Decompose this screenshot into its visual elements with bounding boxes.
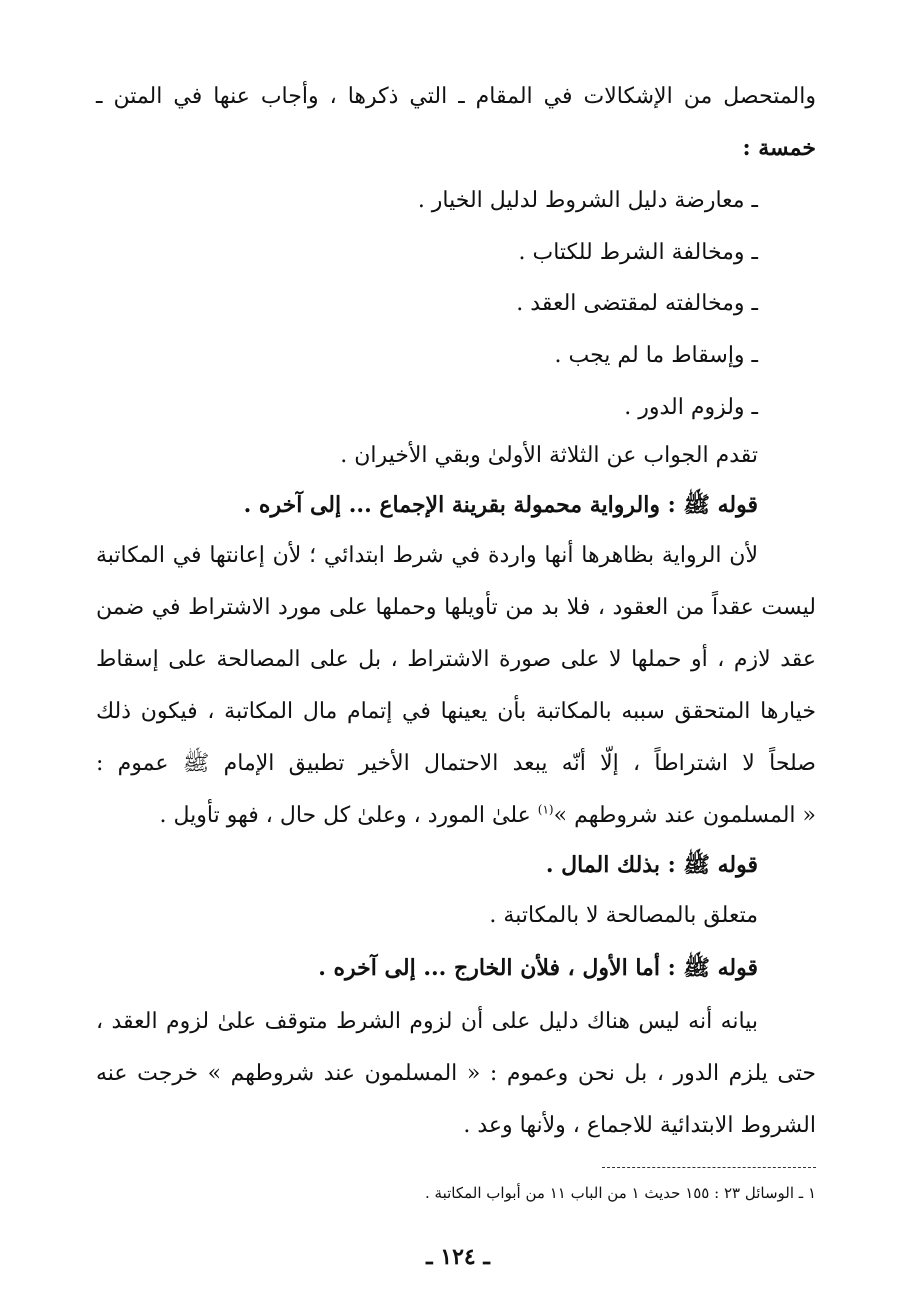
section-heading: قوله ﷺ : بذلك المال . [545, 852, 758, 878]
text-line: خمسة : [742, 135, 816, 161]
list-item: ـ ولزوم الدور . [624, 395, 758, 420]
text-line: صلحاً لا اشتراطاً ، إلّا أنّه يبعد الاحتمال الأخير تطبيق الإمام ﷺ عموم : [96, 751, 816, 776]
text-line [96, 801, 816, 831]
text-line: تقدم الجواب عن الثلاثة الأولىٰ وبقي الأخيران . [340, 443, 758, 468]
footnote: ١ ـ الوسائل ٢٣ : ١٥٥ حديث ١ من الباب ١١ من أبواب المكاتبة . [425, 1184, 816, 1202]
quoted-hadith: « المسلمون عند شروطهم » [553, 803, 816, 828]
list-item: ـ ومخالفة الشرط للكتاب . [518, 240, 758, 265]
text-line: حتى يلزم الدور ، بل نحن وعموم : « المسلمون عند شروطهم » خرجت عنه [96, 1061, 816, 1086]
text-line: بيانه أنه ليس هناك دليل على أن لزوم الشرط متوقف علىٰ لزوم العقد ، [96, 1009, 758, 1034]
list-item: ـ معارضة دليل الشروط لدليل الخيار . [417, 188, 758, 213]
list-item: ـ ومخالفته لمقتضى العقد . [516, 291, 758, 316]
footnote-marker: (١) [537, 802, 554, 817]
section-heading: قوله ﷺ : والرواية محمولة بقرينة الإجماع ... إلى آخره . [243, 492, 758, 518]
page-number: ـ ١٢٤ ـ [426, 1244, 490, 1270]
text-line: والمتحصل من الإشكالات في المقام ـ التي ذكرها ، وأجاب عنها في المتن ـ [96, 84, 816, 109]
text-line: خيارها المتحقق سببه بالمكاتبة بأن يعينها في إتمام مال المكاتبة ، فيكون ذلك [96, 699, 816, 724]
text-line: متعلق بالمصالحة لا بالمكاتبة . [489, 903, 758, 928]
text-line: الشروط الابتدائية للاجماع ، ولأنها وعد . [463, 1113, 816, 1138]
footnote-divider [602, 1167, 816, 1168]
list-item: ـ وإسقاط ما لم يجب . [554, 343, 758, 368]
text-line: عقد لازم ، أو حملها لا على صورة الاشتراط ، بل على المصالحة على إسقاط [96, 647, 816, 672]
text-span: علىٰ المورد ، وعلىٰ كل حال ، فهو تأويل . [159, 803, 531, 828]
text-line: ليست عقداً من العقود ، فلا بد من تأويلها وحملها على مورد الاشتراط في ضمن [96, 595, 816, 620]
section-heading: قوله ﷺ : أما الأول ، فلأن الخارج ... إلى آخره . [318, 955, 758, 981]
text-line: لأن الرواية بظاهرها أنها واردة في شرط ابتدائي ؛ لأن إعانتها في المكاتبة [96, 543, 758, 568]
